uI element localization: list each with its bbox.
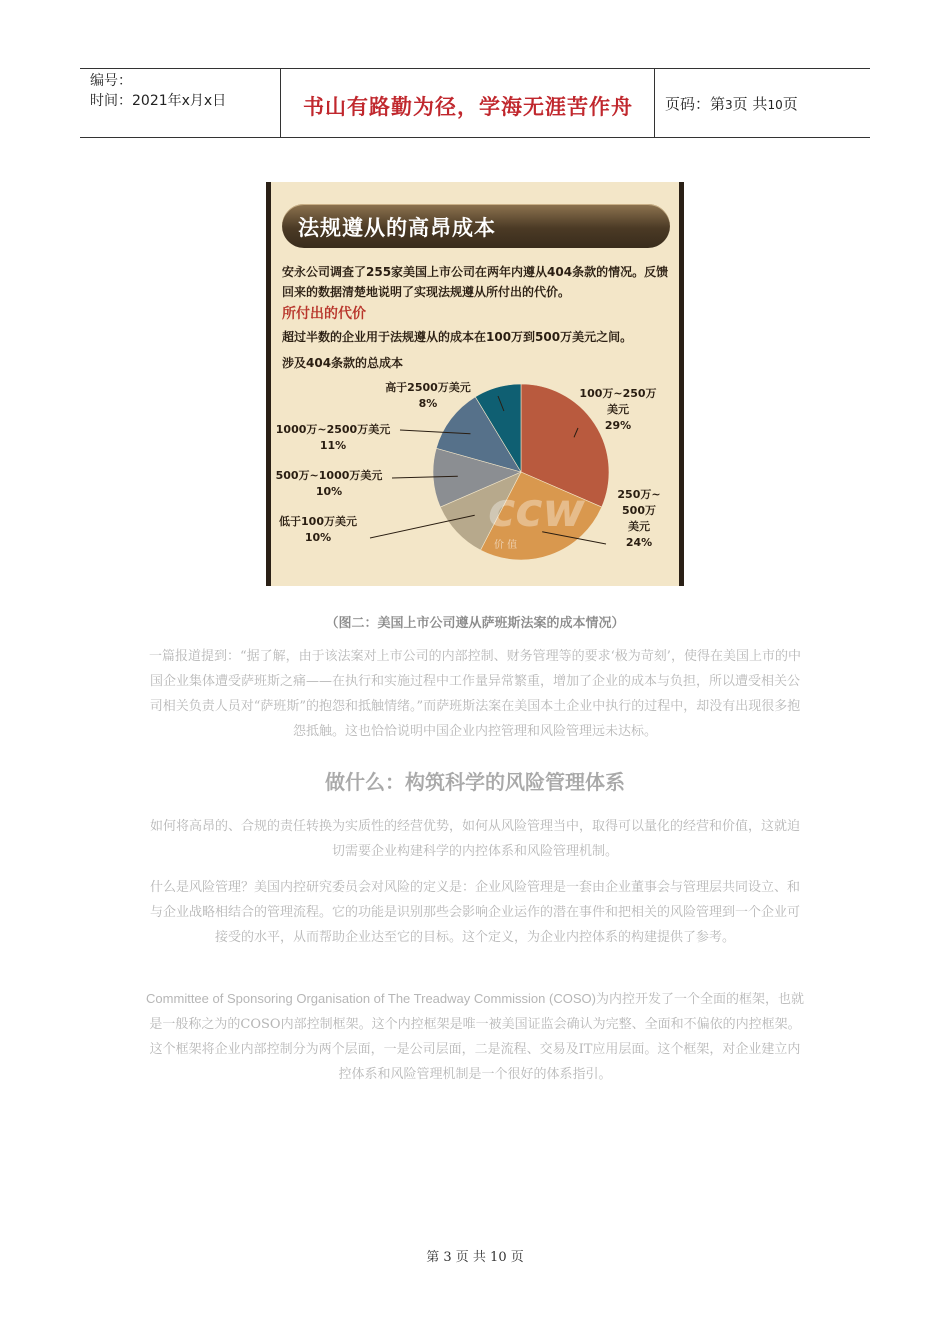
figure-intro: 安永公司调查了255家美国上市公司在两年内遵从404条款的情况。反馈回来的数据清楚地说明了实现法规遵从所付出的代价。 xyxy=(282,265,669,299)
pie-label-s4 xyxy=(270,422,396,454)
label-value: 11% xyxy=(319,439,347,452)
page-header xyxy=(80,68,870,138)
pie-label-s1 xyxy=(608,487,670,551)
paragraph-intro: 如何将高昂的、合规的责任转换为实质性的经营优势，如何从风险管理当中，取得可以量化的经营和价值，这就迫切需要企业构建科学的内控体系和风险管理机制。 xyxy=(149,819,800,859)
label-line: 低于100万美元 xyxy=(279,515,357,528)
figure-caption: （图二：美国上市公司遵从萨班斯法案的成本情况） xyxy=(325,616,625,631)
label-line: 美元 xyxy=(607,403,629,416)
watermark-sub: 价 值 xyxy=(494,540,518,551)
figure-summary: 超过半数的企业用于法规遵从的成本在100万到500万美元之间。 xyxy=(282,330,633,344)
watermark-logo: ccw xyxy=(488,483,586,537)
page-mid: 页 共 xyxy=(732,95,768,113)
label-value: 29% xyxy=(604,419,632,432)
section-heading: 做什么：构筑科学的风险管理体系 xyxy=(325,770,625,794)
label-value: 10% xyxy=(304,531,332,544)
coso-description: 为内控开发了一个全面的框架，也就是一般称之为的COSO内部控制框架。这个内控框架是唯一被美国证监会确认为完整、全面和不偏依的内控框架。这个框架将企业内部控制分为两个层面，一是公司层面，二是流程、交易及IT应用层面。这个框架，对企业建立内控体系和风险管理机制是一个很好的体系指引。 xyxy=(149,992,804,1082)
page-prefix: 页码：第 xyxy=(665,95,726,113)
label-value: 10% xyxy=(315,485,343,498)
figure-title: 法规遵从的高昂成本 xyxy=(298,216,496,240)
label-line: 500万 xyxy=(622,504,656,517)
page-suffix: 页 xyxy=(782,95,798,113)
chart-heading: 涉及404条款的总成本 xyxy=(282,356,404,370)
label-line: 100万~250万 xyxy=(579,387,657,400)
header-divider xyxy=(654,69,655,137)
paragraph-coso xyxy=(145,986,805,1087)
cost-infographic xyxy=(266,182,684,586)
label-value: 24% xyxy=(625,536,653,549)
figure-subtitle: 所付出的代价 xyxy=(282,306,366,322)
header-motto: 书山有路勤为径，学海无涯苦作舟 xyxy=(303,94,633,119)
label-line: 美元 xyxy=(628,520,650,533)
pie-label-s2 xyxy=(266,514,370,546)
header-meta xyxy=(90,71,226,111)
coso-committee-name: Committee of Sponsoring Organisation of The Treadway Commission (COSO) xyxy=(146,991,596,1006)
paragraph-report: 一篇报道提到：“据了解，由于该法案对上市公司的内部控制、财务管理等的要求‘极为苛刻’，使得在美国上市的中国企业集体遭受萨班斯之痛——在执行和实施过程中工作量异常繁重，增加了企业的成本与负担，所以遭受相关公司相关负责人员对“萨班斯”的抱怨和抵触情绪。”而萨班斯法案在美国本土企业中执行的过程中，却没有出现很多抱怨抵触。这也恰恰说明中国企业内控管理和风险管理远未达标。 xyxy=(149,649,801,739)
paragraph-definition: 什么是风险管理？美国内控研究委员会对风险的定义是：企业风险管理是一套由企业董事会与管理层共同设立、和与企业战略相结合的管理流程。它的功能是识别那些会影响企业运作的潜在事件和把相关的风险管理到一个企业可接受的水平，从而帮助企业达至它的目标。这个定义，为企业内控体系的构建提供了参考。 xyxy=(149,880,800,945)
pie-label-s3 xyxy=(270,468,388,500)
pie-label-s5 xyxy=(374,380,482,412)
label-value: 8% xyxy=(418,397,438,410)
header-divider xyxy=(280,69,281,137)
label-line: 1000万~2500万美元 xyxy=(275,423,391,436)
page-footer: 第 3 页 共 10 页 xyxy=(426,1250,524,1265)
page-current: 3 xyxy=(725,98,733,112)
label-line: 250万~ xyxy=(617,488,661,501)
doc-number-label: 编号： xyxy=(90,73,132,89)
label-line: 高于2500万美元 xyxy=(385,381,471,394)
label-line: 500万~1000万美元 xyxy=(275,469,383,482)
pie-label-s0 xyxy=(578,386,658,434)
page-indicator xyxy=(665,93,798,114)
page-total: 10 xyxy=(767,98,783,112)
doc-date: 时间：2021年x月x日 xyxy=(90,93,227,109)
